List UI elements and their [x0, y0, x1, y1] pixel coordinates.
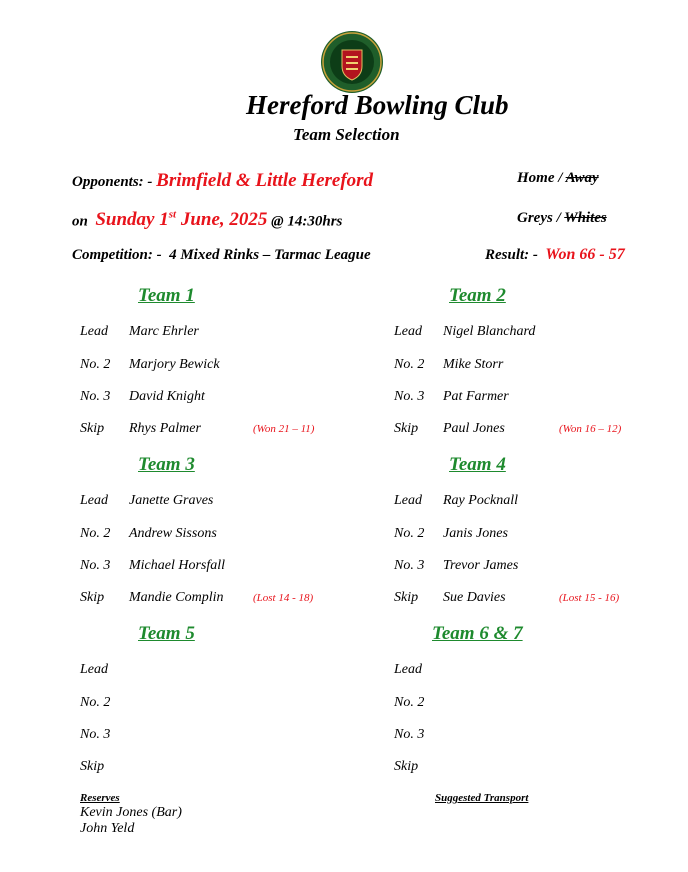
position-label: Lead — [80, 324, 108, 339]
player-name: Nigel Blanchard — [443, 324, 536, 339]
opponents-value: Brimfield & Little Hereford — [156, 170, 374, 191]
player-name: David Knight — [129, 389, 205, 404]
reserves-label: Reserves — [80, 792, 120, 804]
team-result: (Won 21 – 11) — [253, 423, 315, 435]
position-label: No. 3 — [80, 558, 111, 573]
team-result: (Won 16 – 12) — [559, 423, 622, 435]
whites-label: Whites — [564, 210, 607, 226]
reserve-2: John Yeld — [80, 821, 135, 836]
team-title: Team 3 — [138, 454, 195, 475]
position-label: No. 3 — [394, 389, 425, 404]
position-label: Skip — [80, 590, 105, 605]
position-label: No. 3 — [394, 727, 425, 742]
result-label: Result: - — [485, 247, 538, 263]
team-title: Team 4 — [449, 454, 506, 475]
opponents-row — [72, 170, 373, 192]
result-row — [485, 246, 625, 264]
home-label: Home / — [517, 170, 563, 186]
team-title: Team 5 — [138, 623, 195, 644]
player-name: Sue Davies — [443, 590, 506, 605]
competition-label: Competition: - — [72, 247, 162, 263]
competition-value: 4 Mixed Rinks – Tarmac League — [169, 247, 371, 263]
position-label: Lead — [394, 324, 422, 339]
result-value: Won 66 - 57 — [545, 246, 625, 263]
position-label: No. 2 — [80, 695, 111, 710]
position-label: Skip — [80, 759, 105, 774]
position-label: No. 2 — [394, 357, 425, 372]
player-name: Rhys Palmer — [129, 421, 201, 436]
player-name: Janis Jones — [443, 526, 508, 541]
reserve-1: Kevin Jones (Bar) — [80, 805, 182, 820]
position-label: Lead — [394, 493, 422, 508]
team-title: Team 2 — [449, 285, 506, 306]
greys-whites — [517, 210, 607, 227]
away-label: Away — [565, 170, 599, 186]
player-name: Ray Pocknall — [443, 493, 519, 508]
position-label: Skip — [80, 421, 105, 436]
position-label: Skip — [394, 590, 419, 605]
position-label: Skip — [394, 759, 419, 774]
player-name: Michael Horsfall — [129, 558, 226, 573]
position-label: Lead — [80, 662, 108, 677]
on-label: on — [72, 213, 88, 230]
team-title: Team 6 & 7 — [432, 623, 523, 644]
position-label: Lead — [80, 493, 108, 508]
player-name: Mandie Complin — [129, 590, 224, 605]
date-row — [72, 209, 342, 231]
position-label: No. 3 — [80, 727, 111, 742]
player-name: Janette Graves — [129, 493, 214, 508]
club-crest-logo — [320, 30, 384, 94]
team-result: (Lost 15 - 16) — [559, 592, 620, 604]
position-label: No. 2 — [394, 695, 425, 710]
player-name: Andrew Sissons — [129, 526, 217, 541]
match-date: Sunday 1st June, 2025 — [95, 209, 268, 231]
position-label: No. 2 — [394, 526, 425, 541]
player-name: Paul Jones — [443, 421, 505, 436]
opponents-label: Opponents: - — [72, 174, 153, 190]
position-label: No. 2 — [80, 526, 111, 541]
position-label: Lead — [394, 662, 422, 677]
greys-label: Greys / — [517, 210, 561, 226]
player-name: Pat Farmer — [443, 389, 509, 404]
page-subtitle: Team Selection — [293, 125, 400, 144]
player-name: Mike Storr — [443, 357, 504, 372]
team-title: Team 1 — [138, 285, 195, 306]
position-label: No. 3 — [80, 389, 111, 404]
transport-label: Suggested Transport — [435, 792, 529, 804]
player-name: Marjory Bewick — [129, 357, 220, 372]
player-name: Trevor James — [443, 558, 519, 573]
match-time: @ 14:30hrs — [271, 213, 343, 230]
team-result: (Lost 14 - 18) — [253, 592, 314, 604]
home-away — [517, 170, 599, 187]
position-label: No. 2 — [80, 357, 111, 372]
competition-row — [72, 247, 371, 264]
position-label: No. 3 — [394, 558, 425, 573]
position-label: Skip — [394, 421, 419, 436]
player-name: Marc Ehrler — [129, 324, 199, 339]
